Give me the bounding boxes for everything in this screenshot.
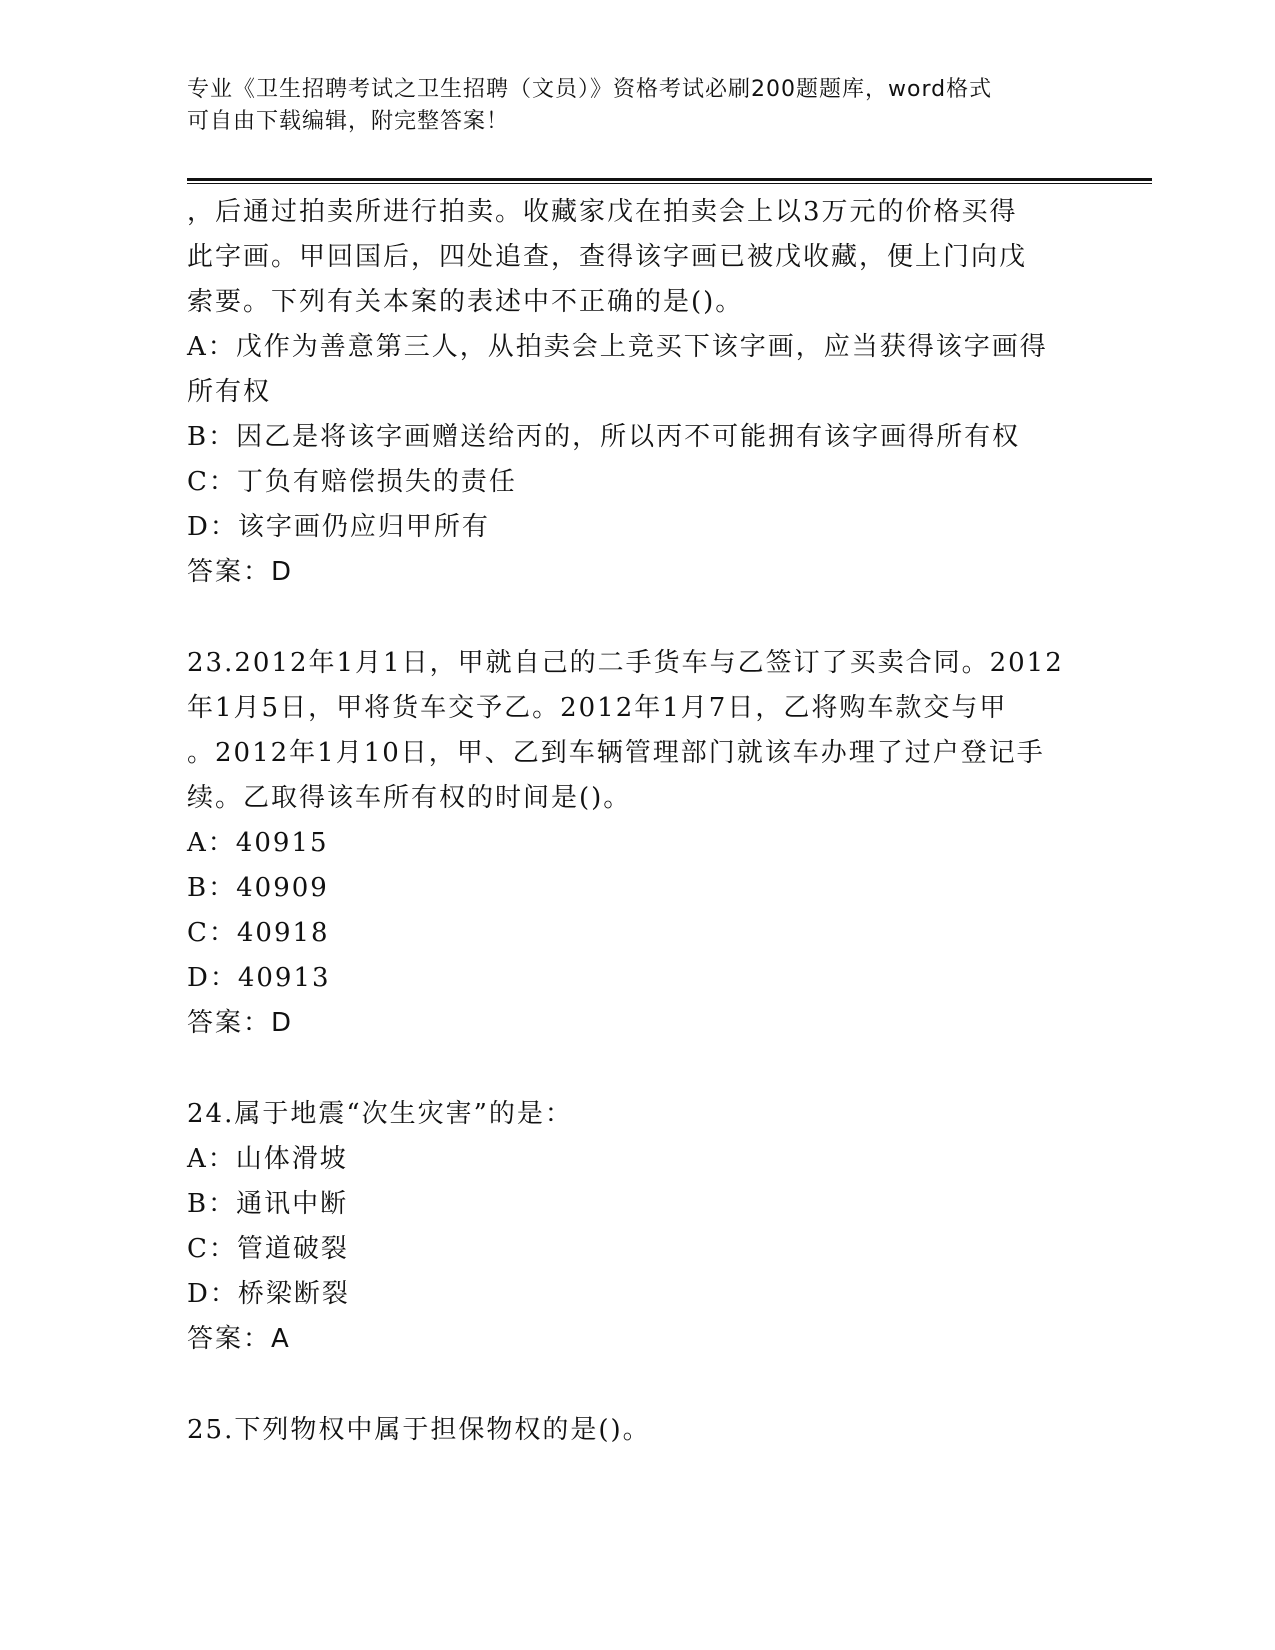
question-22-answer: 答案：D <box>187 557 294 587</box>
question-22-continuation-line-2: 此字画。甲回国后，四处追查，查得该字画已被戊收藏，便上门向戊 <box>187 242 1028 272</box>
question-24-option-a: A：山体滑坡 <box>187 1144 348 1174</box>
document-header <box>187 74 1087 138</box>
question-22-continuation-line-1: ，后通过拍卖所进行拍卖。收藏家戊在拍卖会上以3万元的价格买得 <box>187 197 1018 227</box>
question-24-stem: 24.属于地震“次生灾害”的是： <box>187 1099 573 1129</box>
spacer <box>187 1362 1087 1408</box>
question-24-option-c: C：管道破裂 <box>187 1234 349 1264</box>
question-22-option-c: C：丁负有赔偿损失的责任 <box>187 467 517 497</box>
question-23-option-d: D：40913 <box>187 963 331 993</box>
question-22-option-b: B：因乙是将该字画赠送给丙的，所以丙不可能拥有该字画得所有权 <box>187 422 1021 452</box>
header-line-1: 专业《卫生招聘考试之卫生招聘（文员）》资格考试必刷200题题库，word格式 <box>187 77 993 102</box>
question-23-answer: 答案：D <box>187 1008 294 1038</box>
question-22-option-d: D：该字画仍应归甲所有 <box>187 512 490 542</box>
question-23-stem-line-1: 23.2012年1月1日，甲就自己的二手货车与乙签订了买卖合同。2012 <box>187 648 1064 678</box>
question-23-option-b: B：40909 <box>187 873 329 903</box>
question-25 <box>187 1408 1087 1453</box>
spacer <box>187 595 1087 641</box>
question-23 <box>187 641 1087 1046</box>
question-22-option-a-line-1: A：戊作为善意第三人，从拍卖会上竞买下该字画，应当获得该字画得 <box>187 332 1048 362</box>
spacer <box>187 1046 1087 1092</box>
question-22 <box>187 190 1087 595</box>
question-23-stem-line-2: 年1月5日，甲将货车交予乙。2012年1月7日，乙将购车款交与甲 <box>187 693 1008 723</box>
question-24-answer: 答案：A <box>187 1324 291 1354</box>
question-24-option-b: B：通讯中断 <box>187 1189 349 1219</box>
header-rule-thin <box>187 183 1152 184</box>
question-22-option-a-line-2: 所有权 <box>187 377 272 407</box>
question-24 <box>187 1092 1087 1362</box>
question-24-option-d: D：桥梁断裂 <box>187 1279 350 1309</box>
header-rule-thick <box>187 178 1152 181</box>
header-line-2: 可自由下载编辑，附完整答案！ <box>187 109 510 134</box>
question-23-stem-line-3: 。2012年1月10日，甲、乙到车辆管理部门就该车办理了过户登记手 <box>187 738 1045 768</box>
question-23-option-c: C：40918 <box>187 918 330 948</box>
question-25-stem: 25.下列物权中属于担保物权的是()。 <box>187 1415 651 1445</box>
document-body <box>187 190 1087 1453</box>
question-22-continuation-line-3: 索要。下列有关本案的表述中不正确的是()。 <box>187 287 744 317</box>
question-23-option-a: A：40915 <box>187 828 329 858</box>
question-23-stem-line-4: 续。乙取得该车所有权的时间是()。 <box>187 783 632 813</box>
